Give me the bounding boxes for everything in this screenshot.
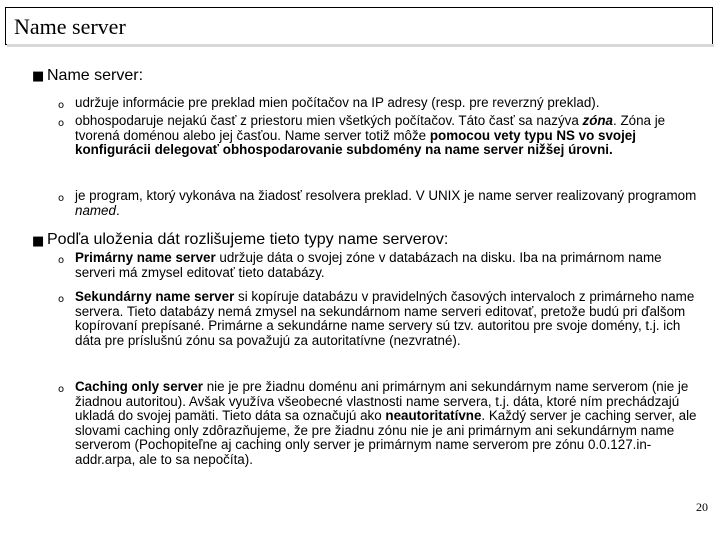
title-frame (5, 7, 713, 45)
square-bullet-icon: ■ (32, 69, 45, 84)
section-heading: Name server: (47, 67, 144, 84)
circle-bullet-icon: o (58, 384, 65, 395)
circle-bullet-icon: o (58, 193, 65, 204)
slide-title: Name server (14, 14, 126, 39)
list-item: Sekundárny name server si kopíruje databázu v pravidelných časových intervaloch z primárneho name servera. Tieto databázy nemá zmysel na sekundárnom name serveri editovať, pretože budú pri ďalšom kopírovaní prepísané. Primárne a sekundárne name servery sú tzv. autoritou pre svoje domény, t.j. ich dáta pre príslušnú zónu sa považujú za autoritatívne (nezvratné). (75, 289, 695, 348)
list-item: obhospodaruje nejakú časť z priestoru mien všetkých počítačov. Táto časť sa nazýva zóna. Zóna je tvorená doménou alebo jej časťou. Name server totiž môže pomocou vety typu NS vo svojej konfigurácii delegovať obhospodarovanie subdomény na name server nižšej úrovni. (75, 113, 666, 158)
section-heading: Podľa uloženia dát rozlišujeme tieto typy name serverov: (47, 231, 449, 248)
circle-bullet-icon: o (58, 100, 65, 111)
circle-bullet-icon: o (58, 118, 65, 129)
list-item: Caching only server nie je pre žiadnu doménu ani primárnym ani sekundárnym name serverom (nie je žiadnou autoritou). Avšak využíva všeobecné vlastnosti name servera, t.j. dáta, ktoré ním prechádzajú ukladá do svojej pamäti. Tieto dáta sa označujú ako neautoritatívne. Každý server je caching server, ale slovami caching only zdôrazňujeme, že pre žiadnu zónu nie je ani primárnym ani sekundárnym name serverom (Pochopiteľne aj caching only server je primárnym name serverom pre zónu 0.0.127.in-addr.arpa, ale to sa nepočíta). (75, 379, 697, 467)
title-shadow (7, 44, 714, 47)
list-item: Primárny name server udržuje dáta o svojej zóne v databázach na disku. Iba na primárnom name serveri má zmysel editovať tieto databázy. (75, 250, 662, 280)
circle-bullet-icon: o (58, 255, 65, 266)
list-item: udržuje informácie pre preklad mien počítačov na IP adresy (resp. pre reverzný preklad). (75, 95, 600, 110)
page-number: 20 (696, 500, 708, 514)
square-bullet-icon: ■ (32, 234, 45, 249)
list-item: je program, ktorý vykonáva na žiadosť resolvera preklad. V UNIX je name server realizovaný programom named. (75, 188, 697, 218)
circle-bullet-icon: o (58, 294, 65, 305)
